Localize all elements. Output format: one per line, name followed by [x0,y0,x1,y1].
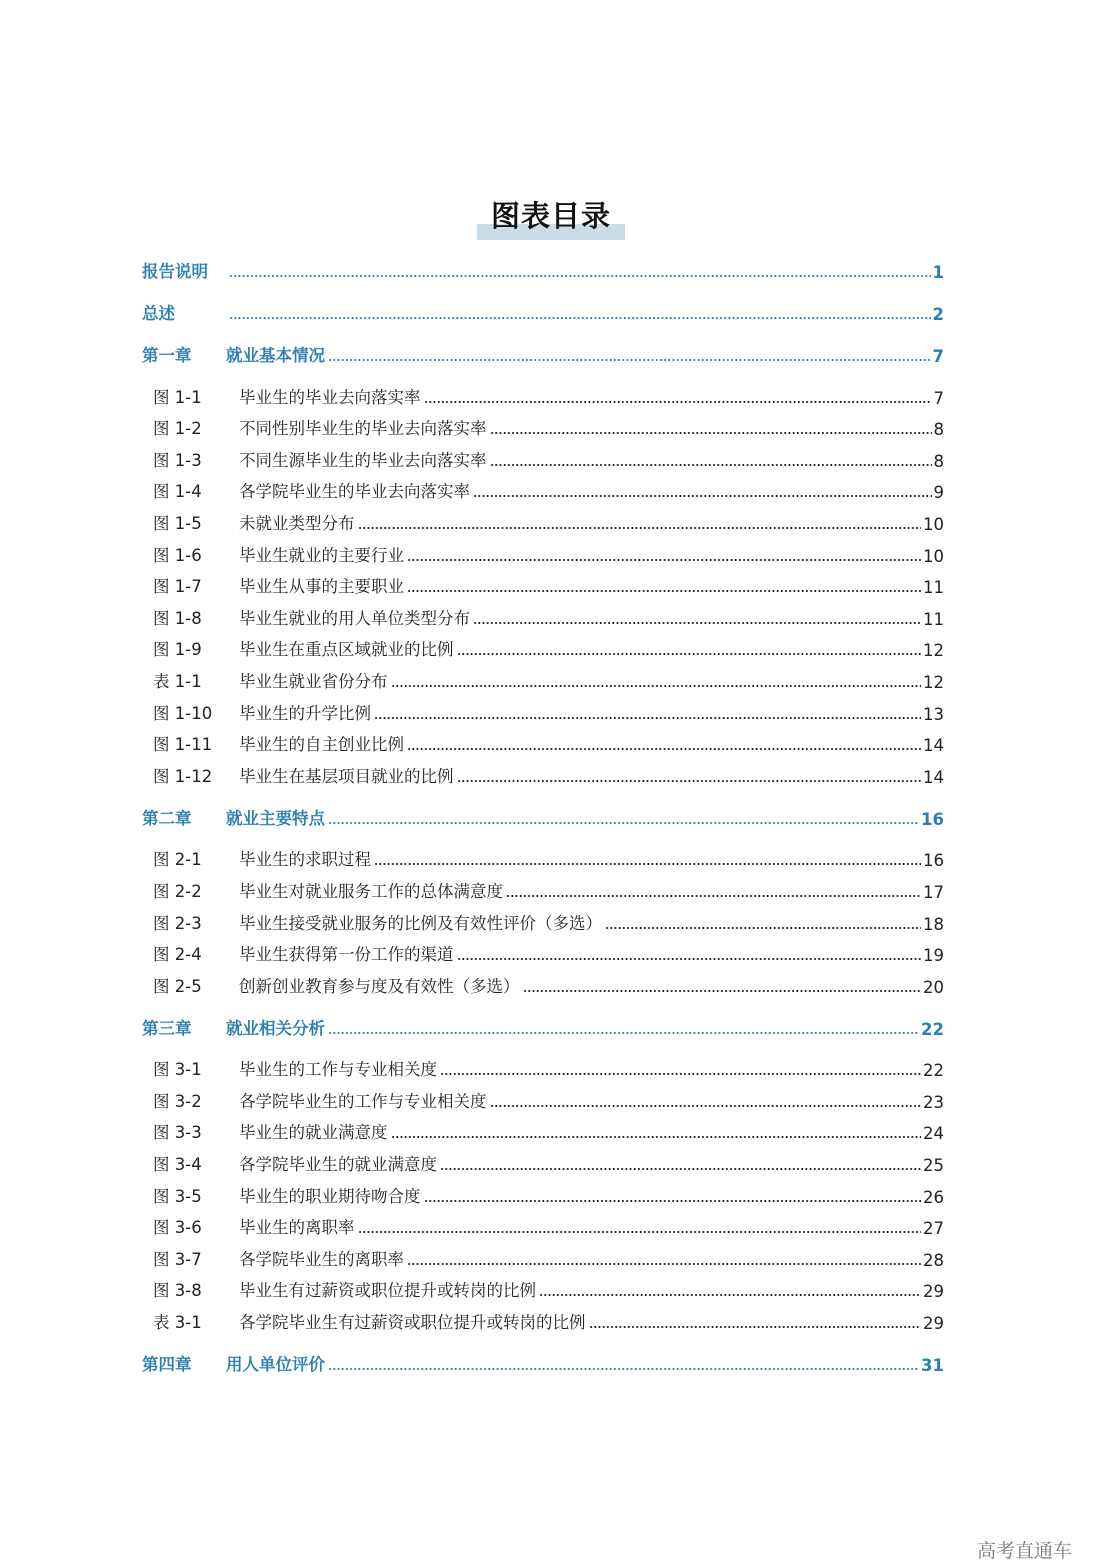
toc-figure-entry[interactable] [142,724,944,756]
dot-leader [407,1256,921,1266]
figure-number: 图 3-8 [153,1281,202,1301]
page-number: 28 [923,1250,944,1270]
page-number: 14 [923,736,944,756]
page-number: 13 [923,704,944,724]
dot-leader [490,425,932,435]
dot-leader [328,1025,919,1035]
figure-title: 各学院毕业生的就业满意度 [239,1155,437,1175]
figure-number: 图 1-1 [153,387,202,407]
figure-number: 图 2-4 [153,945,202,965]
figure-number: 图 1-5 [153,513,202,533]
toc-chapter-entry[interactable] [142,282,944,324]
dot-leader [407,583,921,593]
figure-number: 图 3-7 [153,1249,202,1269]
toc-figure-entry[interactable] [142,934,944,966]
page-number: 25 [923,1156,944,1176]
watermark-text: 高考直通车 [976,1540,1072,1562]
figure-title: 毕业生对就业服务工作的总体满意度 [239,881,503,901]
dot-leader [457,951,922,961]
dot-leader [328,1361,919,1371]
page-number: 9 [933,483,944,503]
figure-title: 毕业生从事的主要职业 [239,577,404,597]
dot-leader [506,888,921,898]
page-number: 31 [921,1356,944,1376]
dot-leader [457,646,922,656]
page-number: 10 [923,546,944,566]
page-number: 12 [923,641,944,661]
chapter-number: 第四章 [142,1355,192,1375]
figure-number: 图 3-6 [153,1218,202,1238]
chapter-number: 第三章 [142,1018,192,1038]
figure-number: 图 1-7 [153,577,202,597]
figure-title: 毕业生的职业期待吻合度 [239,1186,421,1206]
figure-title: 各学院毕业生的离职率 [239,1249,404,1269]
toc-figure-entry[interactable] [142,870,944,902]
figure-number: 图 3-5 [153,1186,202,1206]
title-wrap [0,196,1102,236]
figure-title: 毕业生就业的用人单位类型分布 [239,608,470,628]
figure-number: 图 3-1 [153,1060,202,1080]
figure-title: 未就业类型分布 [239,513,355,533]
figure-title: 各学院毕业生的工作与专业相关度 [239,1091,487,1111]
toc-figure-entry[interactable] [142,1112,944,1144]
figure-number: 图 2-5 [153,976,202,996]
toc-figure-entry[interactable] [142,902,944,934]
toc-figure-entry[interactable] [142,1175,944,1207]
figure-number: 图 3-4 [153,1155,202,1175]
figure-title: 不同生源毕业生的毕业去向落实率 [239,450,487,470]
toc-figure-entry[interactable] [142,1270,944,1302]
page-title: 图表目录 [477,196,625,236]
page-number: 24 [923,1124,944,1144]
page-number: 1 [932,263,944,282]
figure-number: 图 2-3 [153,913,202,933]
figure-title: 毕业生的毕业去向落实率 [239,387,421,407]
toc-figure-entry[interactable] [142,1207,944,1239]
figure-number: 表 3-1 [153,1313,202,1333]
page-number: 29 [923,1314,944,1334]
dot-leader [328,352,931,362]
toc-figure-entry[interactable] [142,566,944,598]
page-number: 7 [932,347,944,366]
toc-figure-entry[interactable] [142,502,944,534]
toc-figure-entry[interactable] [142,439,944,471]
page-number: 27 [923,1219,944,1239]
figure-title: 毕业生的工作与专业相关度 [239,1060,437,1080]
page-number: 11 [923,578,944,598]
chapter-title: 就业相关分析 [226,1018,325,1038]
figure-number: 图 1-2 [153,419,202,439]
dot-leader [358,520,922,530]
figure-title: 各学院毕业生有过薪资或职位提升或转岗的比例 [239,1313,586,1333]
figure-title: 毕业生的求职过程 [239,850,371,870]
page-number: 12 [923,672,944,692]
page-number: 11 [923,609,944,629]
figure-number: 图 1-12 [153,766,213,786]
page-number: 26 [923,1187,944,1207]
dot-leader [539,1287,921,1297]
toc-figure-entry[interactable] [142,1080,944,1112]
page-number: 2 [932,305,944,324]
figure-title: 毕业生的升学比例 [239,703,371,723]
toc-figure-entry[interactable] [142,408,944,440]
toc-chapter-entry[interactable] [142,246,944,282]
page-number: 16 [923,851,944,871]
page-number: 14 [923,767,944,787]
dot-leader [440,1066,921,1076]
figure-title: 毕业生的就业满意度 [239,1123,388,1143]
chapter-number: 第一章 [142,346,192,365]
page-number: 7 [933,388,944,408]
dot-leader [490,457,932,467]
toc-figure-entry[interactable] [142,965,944,997]
dot-leader [358,1224,922,1234]
figure-number: 表 1-1 [153,671,202,691]
figure-number: 图 1-10 [153,703,213,723]
toc-figure-entry[interactable] [142,534,944,566]
dot-leader [473,615,921,625]
page-number: 16 [921,809,944,829]
page-number: 29 [923,1282,944,1302]
figure-number: 图 1-6 [153,545,202,565]
figure-title: 毕业生就业省份分布 [239,671,388,691]
toc-figure-entry[interactable] [142,692,944,724]
toc-figure-entry[interactable] [142,1143,944,1175]
figure-title: 毕业生获得第一份工作的渠道 [239,945,454,965]
chapter-number: 第二章 [142,808,192,828]
figure-title: 毕业生的自主创业比例 [239,735,404,755]
figure-title: 毕业生在重点区域就业的比例 [239,640,454,660]
figure-number: 图 1-3 [153,450,202,470]
dot-leader [605,920,921,930]
figure-number: 图 1-4 [153,482,202,502]
dot-leader [490,1098,922,1108]
toc-chapter-entry[interactable] [142,324,944,366]
dot-leader [407,552,921,562]
dot-leader [229,268,931,278]
dot-leader [424,394,932,404]
figure-number: 图 3-2 [153,1091,202,1111]
chapter-number: 总述 [142,304,175,323]
toc-chapter-entry[interactable] [142,1333,944,1375]
figure-number: 图 2-2 [153,881,202,901]
toc-figure-entry[interactable] [142,839,944,871]
toc-figure-entry[interactable] [142,755,944,787]
chapter-number: 报告说明 [142,262,208,281]
dot-leader [473,488,932,498]
page-number: 8 [933,451,944,471]
figure-number: 图 1-8 [153,608,202,628]
toc-figure-entry[interactable] [142,376,944,408]
page-number: 17 [923,882,944,902]
toc-figure-entry[interactable] [142,1049,944,1081]
toc-figure-entry[interactable] [142,1238,944,1270]
page-number: 22 [921,1019,944,1039]
dot-leader [589,1319,922,1329]
dot-leader [457,773,922,783]
toc-figure-entry[interactable] [142,629,944,661]
figure-title: 毕业生的离职率 [239,1218,355,1238]
figure-title: 毕业生在基层项目就业的比例 [239,766,454,786]
toc-figure-entry[interactable] [142,597,944,629]
dot-leader [523,983,922,993]
dot-leader [440,1161,921,1171]
dot-leader [328,815,919,825]
table-of-contents [142,246,944,1375]
chapter-title: 就业主要特点 [226,808,325,828]
figure-number: 图 1-11 [153,735,213,755]
dot-leader [391,1129,922,1139]
page-number: 10 [923,514,944,534]
figure-title: 不同性别毕业生的毕业去向落实率 [239,419,487,439]
page-number: 23 [923,1092,944,1112]
dot-leader [391,678,922,688]
page-number: 22 [923,1061,944,1081]
page-number: 8 [933,420,944,440]
page-number: 19 [923,946,944,966]
dot-leader [374,710,921,720]
toc-chapter-entry[interactable] [142,787,944,829]
toc-chapter-entry[interactable] [142,997,944,1039]
dot-leader [374,856,921,866]
dot-leader [424,1193,922,1203]
figure-title: 毕业生就业的主要行业 [239,545,404,565]
toc-figure-entry[interactable] [142,660,944,692]
figure-number: 图 3-3 [153,1123,202,1143]
figure-number: 图 1-9 [153,640,202,660]
toc-figure-entry[interactable] [142,1301,944,1333]
figure-title: 各学院毕业生的毕业去向落实率 [239,482,470,502]
chapter-title: 就业基本情况 [226,346,325,365]
figure-title: 毕业生接受就业服务的比例及有效性评价（多选） [239,913,602,933]
toc-figure-entry[interactable] [142,471,944,503]
figure-title: 毕业生有过薪资或职位提升或转岗的比例 [239,1281,536,1301]
figure-title: 创新创业教育参与度及有效性（多选） [239,976,520,996]
page-number: 18 [923,914,944,934]
page-number: 20 [923,977,944,997]
figure-number: 图 2-1 [153,850,202,870]
dot-leader [229,310,931,320]
dot-leader [407,741,921,751]
chapter-title: 用人单位评价 [226,1355,325,1375]
